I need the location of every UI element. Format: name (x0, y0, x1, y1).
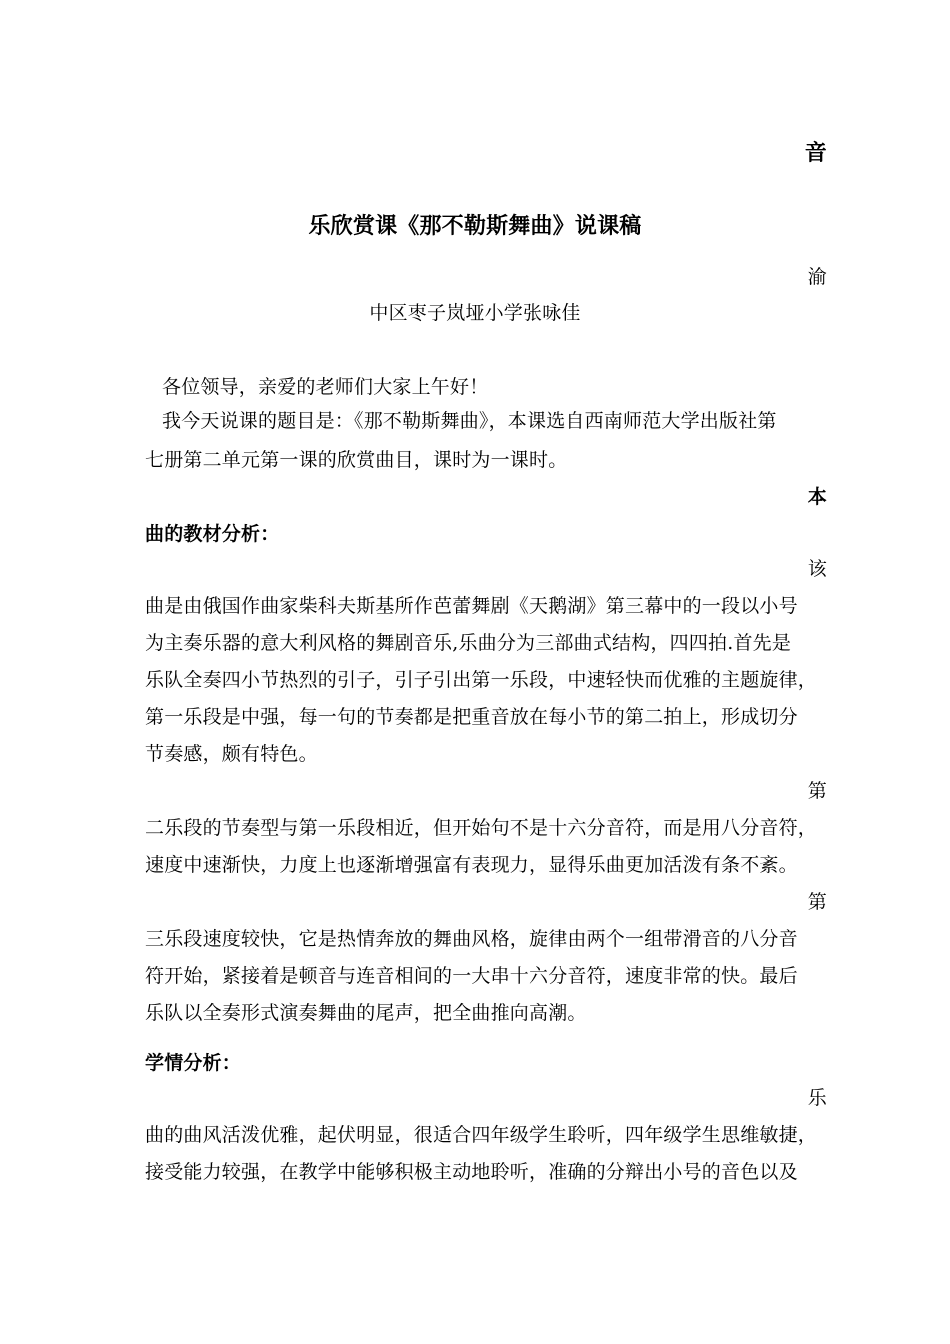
paragraph-orphan-char: 第 (807, 891, 827, 913)
paragraph-line: 曲的曲风活泼优雅，起伏明显，很适合四年级学生聆听，四年级学生思维敏捷， (145, 1124, 818, 1146)
author-line: 中区枣子岚垭小学张咏佳 (369, 302, 581, 324)
paragraph-orphan-char: 该 (807, 558, 827, 580)
paragraph-line: 接受能力较强，在教学中能够积极主动地聆听，准确的分辩出小号的音色以及 (145, 1161, 798, 1183)
paragraph-orphan-char: 乐 (807, 1087, 827, 1109)
paragraph-line: 乐队全奏四小节热烈的引子，引子引出第一乐段，中速轻快而优雅的主题旋律， (145, 669, 818, 691)
paragraph-line: 为主奏乐器的意大利风格的舞剧音乐,乐曲分为三部曲式结构，四四拍.首先是 (145, 632, 792, 654)
paragraph-line: 符开始，紧接着是顿音与连音相间的一大串十六分音符，速度非常的快。最后 (145, 965, 798, 987)
paragraph-line: 速度中速渐快，力度上也逐渐增强富有表现力，显得乐曲更加活泼有条不紊。 (145, 854, 798, 876)
paragraph-line: 三乐段速度较快，它是热情奔放的舞曲风格，旋律由两个一组带滑音的八分音 (145, 928, 798, 950)
greeting: 各位领导，亲爱的老师们大家上午好！ (162, 376, 489, 398)
paragraph-line: 节奏感，颇有特色。 (145, 743, 318, 765)
section-heading-materials: 曲的教材分析： (145, 523, 280, 545)
section-orphan-char: 本 (807, 486, 827, 508)
page-title: 乐欣赏课《那不勒斯舞曲》说课稿 (308, 213, 642, 239)
intro-line-2: 七册第二单元第一课的欣赏曲目，课时为一课时。 (145, 449, 568, 471)
paragraph-line: 乐队以全奏形式演奏舞曲的尾声，把全曲推向高潮。 (145, 1002, 587, 1024)
paragraph-line: 第一乐段是中强，每一句的节奏都是把重音放在每小节的第二拍上，形成切分 (145, 706, 798, 728)
intro-line-1: 我今天说课的题目是：《那不勒斯舞曲》，本课选自西南师范大学出版社第 (162, 410, 777, 432)
paragraph-orphan-char: 第 (807, 780, 827, 802)
paragraph-line: 曲是由俄国作曲家柴科夫斯基所作芭蕾舞剧《天鹅湖》第三幕中的一段以小号 (145, 595, 798, 617)
title-orphan-char: 音 (804, 140, 827, 166)
section-heading-students: 学情分析： (145, 1052, 242, 1074)
paragraph-line: 二乐段的节奏型与第一乐段相近，但开始句不是十六分音符，而是用八分音符， (145, 817, 818, 839)
author-orphan-char: 渝 (807, 266, 827, 288)
